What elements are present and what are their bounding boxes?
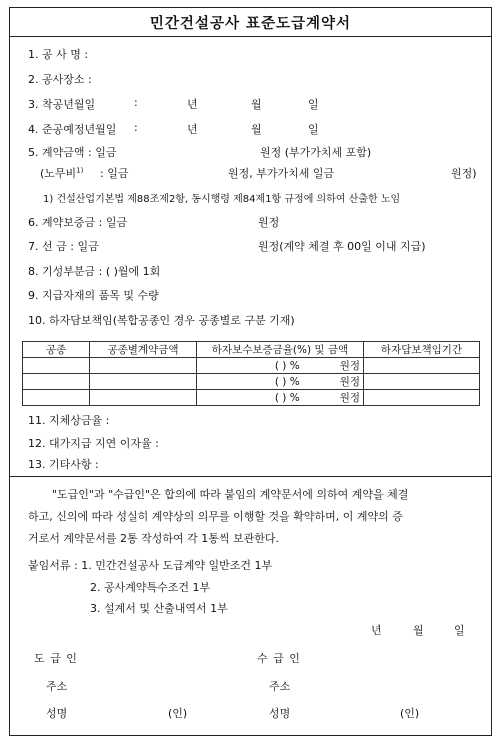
labor-cost-amount: : 일금 <box>100 167 129 180</box>
table-header-row <box>23 342 480 358</box>
completion-day: 일 <box>308 123 319 136</box>
attachment-3: 3. 설계서 및 산출내역서 1부 <box>90 602 228 615</box>
attachments-label: 붙임서류 : 1. 민간건설공사 도급계약 일반조건 1부 <box>28 559 273 572</box>
completion-date-colon: : <box>134 121 138 134</box>
table-row <box>23 358 480 374</box>
item-other: 13. 기타사항 : <box>28 458 99 471</box>
item-contract-deposit: 6. 계약보증금 : 일금 <box>28 216 128 229</box>
start-year: 년 <box>187 98 198 111</box>
agreement-line-1: "도급인"과 "수급인"은 합의에 따라 붙임의 계약문서에 의하여 계약을 체결 <box>52 488 409 501</box>
contractor-seal: (인) <box>168 707 188 720</box>
item-completion-date: 4. 준공예정년월일 <box>28 123 117 136</box>
labor-cost-won: 원정, 부가가치세 일금 <box>228 167 335 180</box>
col-trade-amount: 공종별계약금액 <box>90 342 197 358</box>
item-defect-liability: 10. 하자담보책임(복합공종인 경우 공종별로 구분 기재) <box>28 314 295 327</box>
sign-month: 월 <box>413 624 424 637</box>
contract-deposit-won: 원정 <box>258 216 280 229</box>
vat-won: 원정) <box>451 167 477 180</box>
table-row <box>23 390 480 406</box>
agreement-line-3: 거로서 계약문서를 2통 작성하여 각 1통씩 보관한다. <box>28 532 279 545</box>
completion-year: 년 <box>187 123 198 136</box>
agreement-line-2: 하고, 신의에 따라 성실히 계약상의 의무를 이행할 것을 확약하며, 이 계약의 증 <box>28 510 403 523</box>
item-supplied-materials: 9. 지급자재의 품목 및 수량 <box>28 289 159 302</box>
contract-frame <box>9 7 492 736</box>
item-start-date: 3. 착공년월일 <box>28 98 96 111</box>
warranty-rate-cell: ( ) % 원정 <box>197 390 364 406</box>
footnote-labor: 1) 건설산업기본법 제88조제2항, 동시행령 제84제1항 규정에 의하여 산출한 노임 <box>43 194 401 205</box>
sign-year: 년 <box>371 624 382 637</box>
attachment-2: 2. 공사계약특수조건 1부 <box>90 581 211 594</box>
item-progress-payment: 8. 기성부분금 : ( )월에 1회 <box>28 265 161 278</box>
labor-cost-label: (노무비$^{1)}$ <box>40 166 84 180</box>
item-advance-payment: 7. 선 금 : 일금 <box>28 240 99 253</box>
warranty-rate-cell: ( ) % 원정 <box>197 374 364 390</box>
sign-day: 일 <box>454 624 465 637</box>
subcontractor-label: 수 급 인 <box>257 652 301 665</box>
advance-payment-won: 원정(계약 체결 후 00일 이내 지급) <box>258 240 426 253</box>
item-project-location: 2. 공사장소 : <box>28 73 92 86</box>
contractor-address: 주소 <box>46 680 68 693</box>
subcontractor-name: 성명 <box>269 707 291 720</box>
col-warranty-rate: 하자보수보증금율(%) 및 금액 <box>197 342 364 358</box>
start-day: 일 <box>308 98 319 111</box>
col-trade: 공종 <box>23 342 90 358</box>
section-divider <box>10 476 491 477</box>
start-date-colon: : <box>134 96 138 109</box>
table-row <box>23 374 480 390</box>
defect-liability-table <box>22 341 480 406</box>
warranty-rate-cell: ( ) % 원정 <box>197 358 364 374</box>
item-late-interest: 12. 대가지급 지연 이자율 : <box>28 437 159 450</box>
item-delay-penalty: 11. 지체상금율 : <box>28 414 110 427</box>
item-project-name: 1. 공 사 명 : <box>28 48 89 61</box>
start-month: 월 <box>251 98 262 111</box>
contractor-name: 성명 <box>46 707 68 720</box>
col-warranty-period: 하자담보책임기간 <box>364 342 480 358</box>
subcontractor-seal: (인) <box>400 707 420 720</box>
contractor-label: 도 급 인 <box>34 652 78 665</box>
document-title: 민간건설공사 표준도급계약서 <box>149 15 352 32</box>
contract-amount-won: 원정 (부가가치세 포함) <box>260 146 372 159</box>
subcontractor-address: 주소 <box>269 680 291 693</box>
completion-month: 월 <box>251 123 262 136</box>
item-contract-amount: 5. 계약금액 : 일금 <box>28 146 117 159</box>
title-bar <box>10 8 491 37</box>
